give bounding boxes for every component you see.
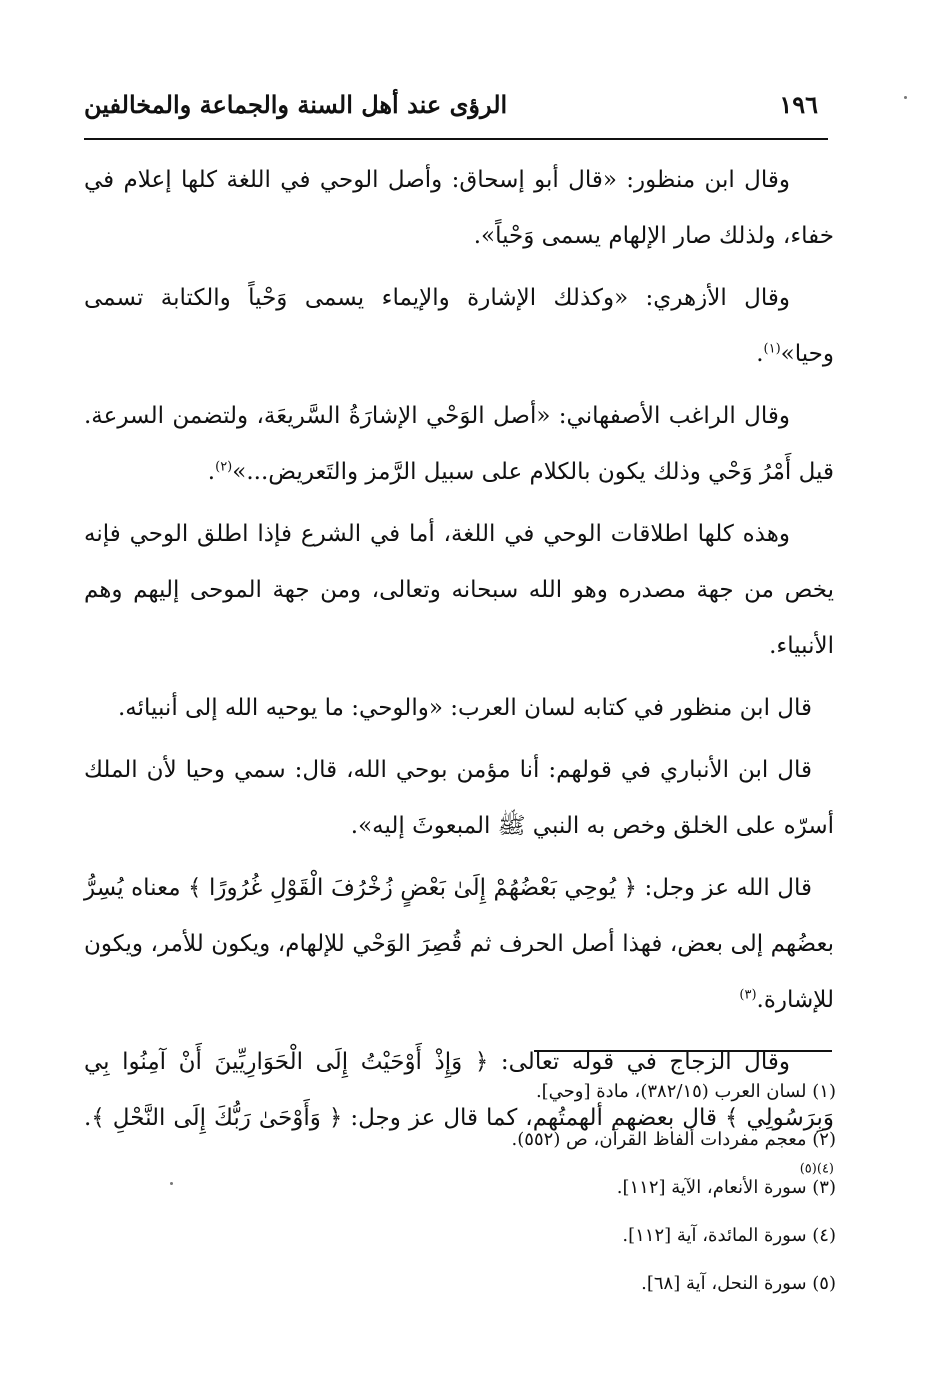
footnote-marker: (٥) [799, 1161, 817, 1177]
paragraph-text: وقال الأزهري: «وكذلك الإشارة والإيماء يسمى وَحْياً والكتابة تسمى وحيا» [84, 285, 834, 367]
footnote: (٤) سورة المائدة، آية [١١٢]. [622, 1225, 836, 1246]
paragraph: وقال الراغب الأصفهاني: «أصل الوَحْي الإشارَةُ السَّريعَة، ولتضمن السرعة. قيل أَمْرُ وَحْي وذلك يكون بالكلام على سبيل الرَّمز والتَعريض...»$^{(٢)}$. [84, 403, 834, 485]
paragraph-text: وقال الراغب الأصفهاني: «أصل الوَحْي الإشارَةُ السَّريعَة، ولتضمن السرعة. قيل أَمْرُ وَحْي وذلك يكون بالكلام على سبيل الرَّمز والتَعريض...» [84, 403, 834, 485]
page-number: ١٩٦ [779, 90, 818, 119]
page-header [84, 88, 824, 132]
footnote-marker: (٣) [739, 987, 757, 1003]
paragraph-text: وهذه كلها اطلاقات الوحي في اللغة، أما في الشرع فإذا اطلق الوحي فإنه يخص من جهة مصدره وهو الله سبحانه وتعالى، ومن جهة الموحى إليهم وهم الأنبياء. [84, 521, 834, 659]
footnote: (١) لسان العرب (٣٨٢/١٥)، مادة [وحي]. [535, 1081, 836, 1102]
footnotes [84, 1072, 836, 1312]
running-title: الرؤى عند أهل السنة والجماعة والمخالفين [84, 90, 508, 119]
footnote-marker: (٤) [816, 1161, 834, 1177]
footnote-marker: (٢) [215, 459, 233, 475]
paragraph [84, 860, 834, 1028]
paragraph-text: قال ابن الأنباري في قولهم: أنا مؤمن بوحي الله، قال: سمي وحيا لأن الملك أسرّه على الخلق وخص به النبي ﷺ المبعوثَ إليه». [84, 757, 834, 839]
footnote-separator [534, 1050, 832, 1052]
footnote: (٥) سورة النحل، آية [٦٨]. [641, 1273, 836, 1294]
paragraph [84, 152, 834, 264]
scan-speck [170, 1182, 173, 1185]
footnote: (٣) سورة الأنعام، الآية [١١٢]. [616, 1177, 836, 1198]
footnote: (٢) معجم مفردات ألفاظ القرآن، ص (٥٥٢). [511, 1129, 836, 1150]
paragraph: وقال الأزهري: «وكذلك الإشارة والإيماء يسمى وَحْياً والكتابة تسمى وحيا»$^{(١)}$. [84, 285, 834, 367]
paragraph [84, 742, 834, 854]
paragraph-text: قال ابن منظور في كتابه لسان العرب: «والوحي: ما يوحيه الله إلى أنبيائه. [118, 695, 812, 721]
paragraph [84, 506, 834, 674]
scan-speck [904, 96, 907, 99]
footnote-marker: (١) [763, 341, 781, 357]
paragraph [84, 680, 834, 736]
paragraph-text: قال الله عز وجل: ﴿ يُوحِي بَعْضُهُمْ إِلَىٰ بَعْضٍ زُخْرُفَ الْقَوْلِ غُرُورًا ﴾ معناه يُسِرُّ بعضُهم إلى بعض، فهذا أصل الحرف ثم قُصِرَ الوَحْي للإلهام، ويكون للأمر، ويكون للإشارة. [84, 875, 834, 1013]
paragraph-text: وقال ابن منظور: «قال أبو إسحاق: وأصل الوحي في اللغة كلها إعلام في خفاء، ولذلك صار الإلهام يسمى وَحْياً». [84, 167, 834, 249]
paragraph-text: وقال الزجاج في قوله تعالى: ﴿ وَإِذْ أَوْحَيْتُ إِلَى الْحَوَارِيِّينَ أَنْ آمِنُوا بِي وَبِرَسُولِي ﴾ قال بعضهم ألهمتُهم، كما قال عز وجل: ﴿ وَأَوْحَىٰ رَبُّكَ إِلَى النَّحْلِ ﴾. [84, 1049, 834, 1131]
header-rule [84, 138, 828, 140]
